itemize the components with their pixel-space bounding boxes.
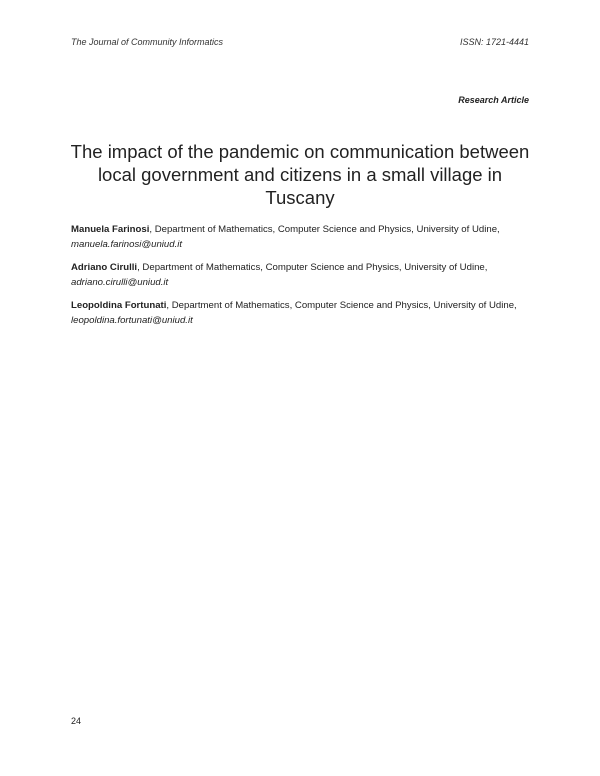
author-name: Manuela Farinosi: [71, 224, 150, 235]
author-email: manuela.farinosi@uniud.it: [71, 239, 183, 250]
author-affiliation: , Department of Mathematics, Computer Science and Physics, University of Udine,: [166, 300, 517, 311]
author-name: Adriano Cirulli: [71, 262, 138, 273]
author-name: Leopoldina Fortunati: [71, 300, 167, 311]
issn: ISSN: 1721-4441: [459, 37, 529, 47]
author-entry: [71, 260, 529, 290]
author-email: leopoldina.fortunati@uniud.it: [71, 315, 193, 326]
author-entry: [71, 222, 529, 252]
author-affiliation: , Department of Mathematics, Computer Science and Physics, University of Udine,: [137, 262, 488, 273]
author-entry: [71, 298, 529, 328]
article-title: The impact of the pandemic on communication between local government and citizens in a small village in Tuscany: [70, 141, 530, 208]
journal-name: The Journal of Community Informatics: [71, 37, 224, 47]
author-email: adriano.cirulli@uniud.it: [71, 277, 169, 288]
page-number: 24: [71, 716, 82, 726]
author-affiliation: , Department of Mathematics, Computer Science and Physics, University of Udine,: [149, 224, 500, 235]
author-list: [71, 222, 529, 336]
article-type-label: Research Article: [458, 95, 529, 105]
